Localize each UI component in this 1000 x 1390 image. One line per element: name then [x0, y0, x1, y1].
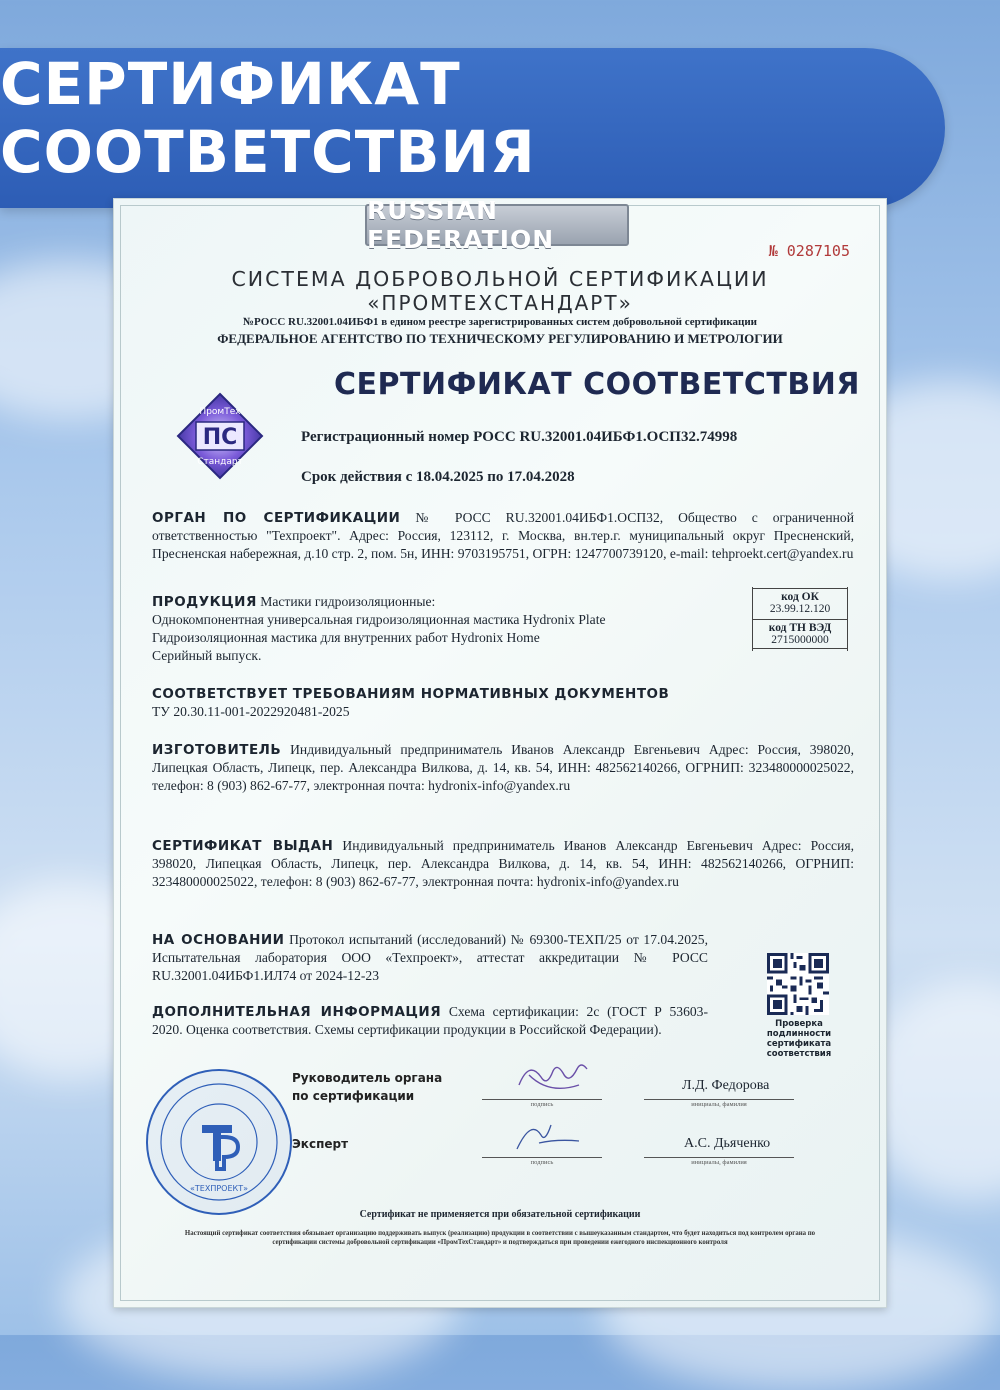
head-label	[292, 1069, 442, 1105]
validity-period: Срок действия с 18.04.2025 по 17.04.2028	[301, 469, 575, 485]
tnved-code-label: код ТН ВЭД	[753, 619, 847, 634]
classification-codes	[752, 587, 848, 651]
signature-caption: подпись	[530, 1101, 554, 1108]
section-text: Протокол испытаний (исследований) № 69300-ТЕХП/25 от 17.04.2025, Испытательная лаборатория ООО «Техпроект», аттестат аккредитации № РОСС RU.32001.04ИБФ1.ИЛ74 от 2024-12-23	[152, 932, 708, 983]
qr-code-icon[interactable]	[767, 953, 829, 1015]
promtehstandart-logo-icon	[176, 392, 264, 480]
serial-number: № 0287105	[768, 242, 850, 260]
manufacturer-section	[152, 741, 854, 795]
footer-note: Сертификат не применяется при обязательной сертификации	[359, 1209, 641, 1220]
agency-name: ФЕДЕРАЛЬНОЕ АГЕНТСТВО ПО ТЕХНИЧЕСКОМУ РЕГУЛИРОВАНИЮ И МЕТРОЛОГИИ	[217, 331, 783, 346]
name-caption: инициалы, фамилия	[691, 1159, 747, 1166]
certificate-document	[113, 198, 887, 1308]
registration-number: Регистрационный номер РОСС RU.32001.04ИБФ1.ОСП32.74998	[301, 429, 738, 445]
product-line: Серийный выпуск.	[152, 648, 262, 663]
ok-code-value: 23.99.12.120	[769, 603, 831, 615]
system-name: СИСТЕМА ДОБРОВОЛЬНОЙ СЕРТИФИКАЦИИ	[231, 267, 769, 291]
section-text: Индивидуальный предприниматель Иванов Александр Евгеньевич Адрес: Россия, 398020, Липецкая Область, Липецк, пер. Александра Вилкова, д. 14, кв. 54, ИНН: 482562140266, ОГРНИП: 323480000025022, телефон: 8 (903) 862-67-77, электронная почта: hydronix-info@yandex.ru	[152, 838, 854, 889]
certification-body-section	[152, 509, 854, 563]
signature-line	[482, 1157, 602, 1158]
expert-signature-icon	[509, 1115, 589, 1157]
product-line: Однокомпонентная универсальная гидроизоляционная мастика Hydronix Plate	[152, 612, 606, 627]
banner-title: СЕРТИФИКАТ СООТВЕТСТВИЯ	[0, 50, 536, 186]
product-section	[152, 593, 732, 665]
certificate-title: СЕРТИФИКАТ СООТВЕТСТВИЯ	[334, 367, 860, 402]
logo-letters: ПС	[202, 425, 238, 450]
footer-small-print: Настоящий сертификат соответствия обязывает организацию поддерживать выпуск (реализацию) продукции в соответствии с вышеуказанным стандартом, что будет находиться под контролем органа по сертификации системы добровольной сертификации «ПромТехСтандарт» и подтверждаться при проведении ежегодного инспекционного контроля	[184, 1230, 816, 1246]
section-heading: СООТВЕТСТВУЕТ ТРЕБОВАНИЯМ НОРМАТИВНЫХ ДОКУМЕНТОВ	[152, 686, 670, 702]
product-line: Гидроизоляционная мастика для внутренних работ Hydronix Home	[152, 630, 540, 645]
ok-code-label: код ОК	[753, 588, 847, 603]
section-text: Схема сертификации: 2с (ГОСТ Р 53603-2020. Оценка соответствия. Схемы сертификации продукции в Российской Федерации).	[152, 1004, 708, 1037]
expert-label: Эксперт	[292, 1137, 349, 1151]
section-heading: ДОПОЛНИТЕЛЬНАЯ ИНФОРМАЦИЯ	[152, 1004, 442, 1020]
logo-bottom-text: Стандарт	[197, 457, 243, 467]
head-signature-icon	[509, 1055, 599, 1099]
logo-top-text: ПромТех	[199, 407, 241, 417]
compliance-section	[152, 685, 854, 721]
section-text: ТУ 20.30.11-001-2022920481-2025	[152, 704, 350, 719]
signature-line	[482, 1099, 602, 1100]
head-label-line: Руководитель органа	[292, 1071, 443, 1085]
head-name: Л.Д. Федорова	[682, 1078, 770, 1093]
signature-caption: подпись	[530, 1159, 554, 1166]
issued-to-section	[152, 837, 854, 891]
name-caption: инициалы, фамилия	[691, 1101, 747, 1108]
section-text: Индивидуальный предприниматель Иванов Александр Евгеньевич Адрес: Россия, 398020, Липецкая Область, Липецк, пер. Александра Вилкова, д. 14, кв. 54, ИНН: 482562140266, ОГРНИП: 323480000025022, телефон: 8 (903) 862-67-77, электронная почта: hydronix-info@yandex.ru	[152, 742, 854, 793]
registry-line: №РОСС RU.32001.04ИБФ1 в едином реестре зарегистрированных систем добровольной сертификации	[242, 316, 758, 328]
tnved-code-value: 2715000000	[753, 634, 847, 649]
name-line	[644, 1157, 794, 1158]
additional-info-section	[152, 1003, 708, 1039]
section-heading: ПРОДУКЦИЯ	[152, 594, 257, 610]
country-plate: RUSSIAN FEDERATION	[365, 204, 629, 246]
basis-section	[152, 931, 708, 985]
section-heading: НА ОСНОВАНИИ	[152, 932, 285, 948]
seal-company-name: «ТЕХПРОЕКТ»	[190, 1184, 248, 1193]
product-line: Мастики гидроизоляционные:	[256, 594, 436, 609]
qr-caption: Проверка подлинности сертификата соответствия	[766, 1019, 832, 1059]
section-text: № РОСС RU.32001.04ИБФ1.ОСП32, Общество с ограниченной ответственностью "Техпроект". Адрес: Россия, 123112, г. Москва, вн.тер.г. муниципальный округ Пресненский, Пресненская набережная, д.10 стр. 2, пом. 5н, ИНН: 9703195751, ОГРН: 1247700739120, e-mail: tehproekt.cert@yandex.ru	[152, 510, 855, 561]
expert-name: А.С. Дьяченко	[684, 1136, 771, 1151]
name-line	[644, 1099, 794, 1100]
section-heading: СЕРТИФИКАТ ВЫДАН	[152, 838, 334, 854]
section-heading: ИЗГОТОВИТЕЛЬ	[152, 742, 282, 758]
company-seal-icon	[144, 1067, 294, 1217]
system-brand: «ПРОМТЕХСТАНДАРТ»	[367, 291, 633, 315]
head-label-line: по сертификации	[292, 1089, 415, 1103]
section-heading: ОРГАН ПО СЕРТИФИКАЦИИ	[152, 510, 401, 526]
